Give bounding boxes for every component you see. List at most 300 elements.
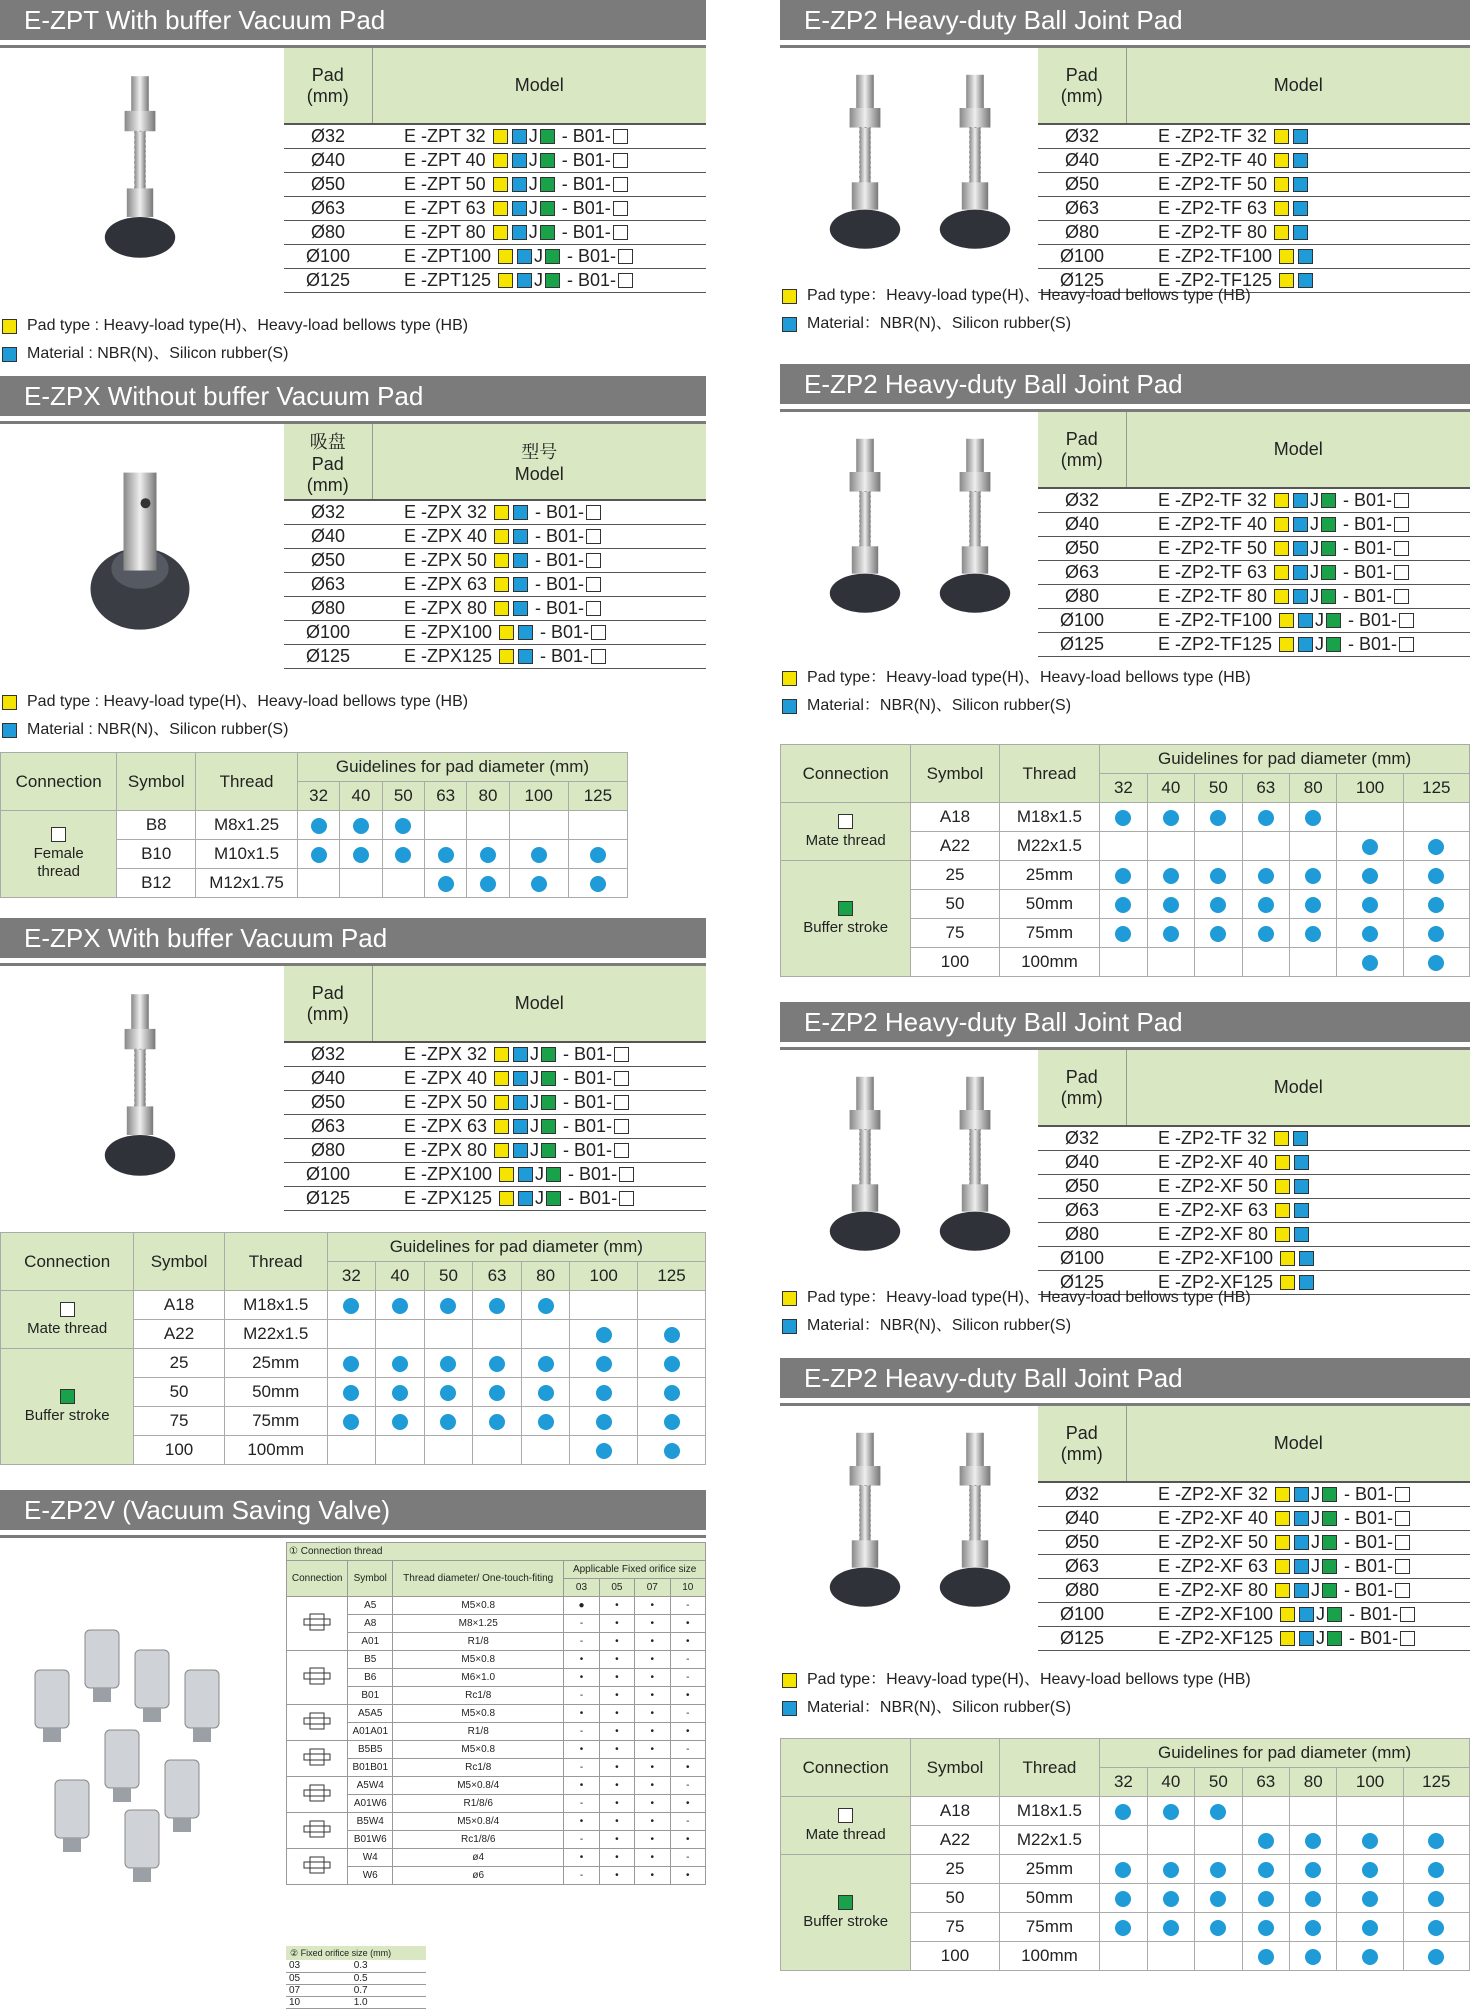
guidelines-header: Guidelines for pad diameter (mm)	[1100, 1739, 1470, 1768]
availability-cell	[638, 1436, 706, 1465]
diameter-header: 32	[1100, 774, 1147, 803]
material-swatch	[512, 153, 527, 168]
available-dot-icon	[1428, 868, 1444, 884]
pad-diameter: Ø80	[1038, 584, 1126, 608]
thread-cell: M5×0.8	[393, 1651, 564, 1669]
symbol-cell: A22	[911, 832, 999, 861]
buffer-swatch	[541, 1143, 556, 1158]
availability-cell	[424, 840, 466, 869]
buffer-swatch	[546, 1167, 561, 1182]
available-dot-icon	[1210, 1891, 1226, 1907]
table-row	[284, 148, 706, 172]
orifice-cell: •	[599, 1741, 634, 1759]
buffer-swatch	[838, 901, 853, 916]
pad-diameter: Ø100	[284, 620, 372, 644]
model-code: E -ZP2-TF100	[1126, 244, 1470, 268]
diameter-header: 40	[1147, 774, 1194, 803]
connection-icon-cell	[287, 1849, 348, 1885]
table-row: 07 0.7	[286, 1984, 426, 1996]
material-swatch	[1299, 1275, 1314, 1290]
availability-cell	[473, 1349, 522, 1378]
model-code: E -ZP2-XF 40	[1126, 1150, 1470, 1174]
available-dot-icon	[664, 1356, 680, 1372]
available-dot-icon	[1258, 1920, 1274, 1936]
availability-cell	[1147, 803, 1194, 832]
available-dot-icon	[1258, 810, 1274, 826]
pad-header: Pad (mm)	[284, 48, 372, 124]
connection-icon-cell	[287, 1705, 348, 1741]
material-swatch	[512, 225, 527, 240]
orifice-cell: -	[564, 1867, 599, 1885]
availability-cell	[1403, 1855, 1469, 1884]
available-dot-icon	[1362, 839, 1378, 855]
orifice-cell: •	[599, 1831, 634, 1849]
material-swatch	[1293, 589, 1308, 604]
pad-header: Pad (mm)	[1038, 1406, 1126, 1482]
pad-type-swatch	[1274, 153, 1289, 168]
orifice-cell: -	[564, 1687, 599, 1705]
section	[0, 0, 706, 362]
available-dot-icon	[1163, 1891, 1179, 1907]
pad-type-swatch	[493, 177, 508, 192]
connection-cell: Buffer stroke	[781, 861, 911, 977]
availability-cell	[1290, 890, 1337, 919]
available-dot-icon	[1115, 1920, 1131, 1936]
product-image	[0, 966, 280, 1206]
material-swatch	[512, 177, 527, 192]
availability-cell	[521, 1349, 570, 1378]
model-header: Model	[1126, 1050, 1470, 1126]
buffer-swatch	[1322, 1535, 1337, 1550]
available-dot-icon	[664, 1327, 680, 1343]
product-image	[780, 412, 1060, 642]
orifice-cell: •	[635, 1831, 670, 1849]
pad-diameter: Ø125	[1038, 268, 1126, 292]
connection-header: Connection	[781, 1739, 911, 1797]
availability-cell	[1337, 1855, 1403, 1884]
vacuum-pad-icon	[920, 1423, 1030, 1619]
available-dot-icon	[1362, 868, 1378, 884]
orifice-cell: -	[670, 1669, 706, 1687]
available-dot-icon	[1258, 1891, 1274, 1907]
table-row	[284, 644, 706, 668]
pad-diameter: Ø40	[284, 524, 372, 548]
model-code: E -ZPT 40 J - B01-	[372, 148, 706, 172]
table-row	[284, 1042, 706, 1066]
available-dot-icon	[538, 1356, 554, 1372]
table-row	[1038, 1198, 1470, 1222]
model-code: E -ZPX125 J - B01-	[372, 1186, 706, 1210]
availability-cell	[467, 811, 509, 840]
pad-diameter: Ø63	[284, 572, 372, 596]
buffer-swatch	[1327, 1631, 1342, 1646]
material-swatch	[1294, 1559, 1309, 1574]
buffer-swatch	[540, 129, 555, 144]
section-title: E-ZP2 Heavy-duty Ball Joint Pad	[780, 1358, 1470, 1398]
table-row	[1, 1291, 706, 1320]
thread-cell: M22x1.5	[999, 1826, 1100, 1855]
orifice-cell: •	[599, 1705, 634, 1723]
availability-cell	[1100, 861, 1147, 890]
available-dot-icon	[531, 847, 547, 863]
symbol-cell: B6	[348, 1669, 393, 1687]
thread-cell: Rc1/8	[393, 1759, 564, 1777]
orifice-cell: •	[670, 1795, 706, 1813]
guidelines-header: Guidelines for pad diameter (mm)	[297, 753, 627, 782]
pad-type-swatch	[499, 1191, 514, 1206]
buffer-swatch	[541, 1119, 556, 1134]
thread-cell: 75mm	[999, 919, 1100, 948]
thread-swatch	[613, 129, 628, 144]
table-row	[284, 548, 706, 572]
availability-cell	[327, 1378, 376, 1407]
orifice-cell: -	[564, 1633, 599, 1651]
material-swatch	[513, 601, 528, 616]
fitting-icon	[302, 1666, 332, 1686]
thread-cell: ø4	[393, 1849, 564, 1867]
pad-diameter: Ø125	[1038, 1270, 1126, 1294]
thread-swatch	[1399, 613, 1414, 628]
table-row	[1038, 148, 1470, 172]
thread-cell: R1/8	[393, 1723, 564, 1741]
material-swatch	[782, 1319, 797, 1334]
model-code: E -ZP2-TF 32 J - B01-	[1126, 488, 1470, 512]
orifice-cell: •	[635, 1813, 670, 1831]
model-code: E -ZP2-XF 50 J - B01-	[1126, 1530, 1470, 1554]
thread-swatch	[591, 649, 606, 664]
model-code: E -ZPT100 J - B01-	[372, 244, 706, 268]
orifice-cell: -	[564, 1831, 599, 1849]
material-swatch	[1293, 541, 1308, 556]
pad-type-swatch	[1274, 177, 1289, 192]
table-row	[1038, 1554, 1470, 1578]
thread-cell: 25mm	[224, 1349, 327, 1378]
available-dot-icon	[489, 1356, 505, 1372]
pad-type-swatch	[498, 273, 513, 288]
available-dot-icon	[480, 876, 496, 892]
availability-cell	[1403, 1797, 1469, 1826]
availability-cell	[1147, 832, 1194, 861]
connection-icon-cell	[287, 1777, 348, 1813]
orifice-cell: •	[670, 1831, 706, 1849]
model-code: E -ZPX 32 - B01-	[372, 500, 706, 524]
material-swatch	[1294, 1155, 1309, 1170]
symbol-cell: 50	[911, 1884, 999, 1913]
table-row	[284, 620, 706, 644]
material-swatch	[518, 625, 533, 640]
orifice-cell: -	[670, 1849, 706, 1867]
model-code: E -ZPX100 J - B01-	[372, 1162, 706, 1186]
availability-cell	[1337, 1913, 1403, 1942]
material-swatch	[1293, 225, 1308, 240]
model-code: E -ZP2-TF 32	[1126, 1126, 1470, 1150]
pad-header: Pad (mm)	[1038, 1050, 1126, 1126]
symbol-cell: W6	[348, 1867, 393, 1885]
pad-header: 吸盘 Pad (mm)	[284, 424, 372, 500]
pad-diameter: Ø125	[284, 1186, 372, 1210]
diameter-header: 125	[1403, 1768, 1469, 1797]
symbol-cell: A01W6	[348, 1795, 393, 1813]
availability-cell	[1147, 919, 1194, 948]
availability-cell	[570, 1407, 638, 1436]
pad-type-swatch	[1279, 249, 1294, 264]
diameter-header: 50	[424, 1262, 473, 1291]
available-dot-icon	[1305, 810, 1321, 826]
available-dot-icon	[392, 1385, 408, 1401]
model-code: E -ZP2-XF125 J - B01-	[1126, 1626, 1470, 1650]
availability-cell	[1290, 1913, 1337, 1942]
available-dot-icon	[1163, 1804, 1179, 1820]
availability-cell	[1195, 1884, 1242, 1913]
buffer-swatch	[1322, 1559, 1337, 1574]
orifice-cell: •	[635, 1795, 670, 1813]
section-title: E-ZPX With buffer Vacuum Pad	[0, 918, 706, 958]
symbol-cell: 75	[134, 1407, 224, 1436]
available-dot-icon	[1362, 1920, 1378, 1936]
table-row	[1038, 1626, 1470, 1650]
thread-swatch	[1400, 1631, 1415, 1646]
material-swatch	[2, 723, 17, 738]
thread-swatch	[618, 273, 633, 288]
availability-cell	[1242, 1826, 1289, 1855]
guidelines-header: Guidelines for pad diameter (mm)	[1100, 745, 1470, 774]
material-swatch	[517, 249, 532, 264]
available-dot-icon	[392, 1414, 408, 1430]
availability-cell	[1337, 1942, 1403, 1971]
symbol-cell: A22	[911, 1826, 999, 1855]
symbol-cell: W4	[348, 1849, 393, 1867]
table-row	[1038, 220, 1470, 244]
thread-cell: ø6	[393, 1867, 564, 1885]
thread-cell: R1/8	[393, 1633, 564, 1651]
thread-swatch	[1400, 1607, 1415, 1622]
pad-diameter: Ø32	[1038, 488, 1126, 512]
connection-cell: Buffer stroke	[781, 1855, 911, 1971]
pad-diameter: Ø32	[1038, 124, 1126, 148]
thread-cell: R1/8/6	[393, 1795, 564, 1813]
available-dot-icon	[1428, 1862, 1444, 1878]
available-dot-icon	[343, 1356, 359, 1372]
thread-swatch	[51, 827, 66, 842]
thread-cell: M5×0.8	[393, 1597, 564, 1615]
thread-cell: Rc1/8	[393, 1687, 564, 1705]
model-table	[284, 424, 706, 669]
availability-cell	[1195, 832, 1242, 861]
availability-cell	[1100, 919, 1147, 948]
pad-diameter: Ø80	[1038, 1578, 1126, 1602]
pad-diameter: Ø63	[1038, 1554, 1126, 1578]
model-code: E -ZPX 40 J - B01-	[372, 1066, 706, 1090]
availability-cell	[424, 1378, 473, 1407]
available-dot-icon	[1305, 1833, 1321, 1849]
pad-type-swatch	[494, 1047, 509, 1062]
thread-swatch	[586, 553, 601, 568]
fixed-orifice-table	[286, 1946, 426, 2009]
orifice-cell: •	[670, 1867, 706, 1885]
pad-diameter: Ø40	[284, 1066, 372, 1090]
pad-type-swatch	[494, 1095, 509, 1110]
pad-diameter: Ø80	[1038, 220, 1126, 244]
availability-cell	[376, 1436, 425, 1465]
pad-type-swatch	[1274, 201, 1289, 216]
thread-swatch	[619, 1191, 634, 1206]
thread-cell: 25mm	[999, 1855, 1100, 1884]
orifice-cell: •	[599, 1849, 634, 1867]
symbol-header: Symbol	[134, 1233, 224, 1291]
model-code: E -ZP2-XF100	[1126, 1246, 1470, 1270]
model-code: E -ZPX 63 J - B01-	[372, 1114, 706, 1138]
availability-cell	[473, 1291, 522, 1320]
pad-diameter: Ø32	[284, 1042, 372, 1066]
availability-cell	[1337, 1884, 1403, 1913]
availability-cell	[1147, 1913, 1194, 1942]
orifice-cell: -	[670, 1813, 706, 1831]
pad-type-swatch	[2, 695, 17, 710]
thread-swatch	[1394, 565, 1409, 580]
pad-diameter: Ø40	[1038, 1506, 1126, 1530]
fitting-icon	[302, 1783, 332, 1803]
symbol-cell: 75	[911, 919, 999, 948]
available-dot-icon	[1258, 868, 1274, 884]
material-swatch	[1299, 1607, 1314, 1622]
thread-cell: Rc1/8/6	[393, 1831, 564, 1849]
availability-cell	[570, 1436, 638, 1465]
symbol-header: Symbol	[348, 1561, 393, 1597]
connection-cell: Mate thread	[1, 1291, 134, 1349]
diameter-header: 63	[1242, 774, 1289, 803]
symbol-cell: B5	[348, 1651, 393, 1669]
material-swatch	[782, 699, 797, 714]
orifice-cell: •	[599, 1633, 634, 1651]
thread-cell: M18x1.5	[999, 1797, 1100, 1826]
table-row	[287, 1759, 706, 1777]
diameter-header: 32	[1100, 1768, 1147, 1797]
guidelines-table	[0, 752, 628, 898]
diameter-header: 63	[424, 782, 466, 811]
connection-header: Connection	[287, 1561, 348, 1597]
availability-cell	[1147, 1855, 1194, 1884]
orifice-cell: •	[635, 1597, 670, 1615]
symbol-cell: B5B5	[348, 1741, 393, 1759]
availability-cell	[1403, 1942, 1469, 1971]
pad-diameter: Ø100	[1038, 608, 1126, 632]
availability-cell	[521, 1436, 570, 1465]
available-dot-icon	[1428, 1920, 1444, 1936]
pad-diameter: Ø32	[284, 124, 372, 148]
material-swatch	[1293, 493, 1308, 508]
available-dot-icon	[1305, 926, 1321, 942]
available-dot-icon	[538, 1414, 554, 1430]
table-row	[781, 861, 1470, 890]
thread-cell: 100mm	[224, 1436, 327, 1465]
orifice-cell: ●	[564, 1597, 599, 1615]
vacuum-pad-icon	[85, 984, 195, 1188]
availability-cell	[521, 1320, 570, 1349]
guidelines-header: Guidelines for pad diameter (mm)	[327, 1233, 705, 1262]
product-image	[780, 1050, 1060, 1280]
availability-cell	[509, 840, 568, 869]
thread-swatch	[1395, 1511, 1410, 1526]
available-dot-icon	[1163, 810, 1179, 826]
model-code: E -ZP2-TF 40	[1126, 148, 1470, 172]
thread-cell: M18x1.5	[999, 803, 1100, 832]
pad-diameter: Ø50	[1038, 1174, 1126, 1198]
pad-diameter: Ø100	[284, 1162, 372, 1186]
available-dot-icon	[596, 1414, 612, 1430]
diameter-header: 80	[1290, 774, 1337, 803]
table-row	[1038, 1578, 1470, 1602]
thread-swatch	[60, 1302, 75, 1317]
diameter-header: 125	[568, 782, 627, 811]
vacuum-pad-icon	[920, 429, 1030, 625]
model-code: E -ZP2-TF125 J - B01-	[1126, 632, 1470, 656]
availability-cell	[1403, 890, 1469, 919]
pad-type-swatch	[494, 1071, 509, 1086]
model-code: E -ZP2-TF 50	[1126, 172, 1470, 196]
thread-swatch	[1395, 1559, 1410, 1574]
available-dot-icon	[353, 818, 369, 834]
connection-cell: Female thread	[1, 811, 117, 898]
pad-diameter: Ø40	[1038, 148, 1126, 172]
diameter-header: 100	[570, 1262, 638, 1291]
availability-cell	[424, 1349, 473, 1378]
material-swatch	[1298, 613, 1313, 628]
table-row	[1038, 172, 1470, 196]
material-swatch	[1294, 1511, 1309, 1526]
thread-cell: 50mm	[224, 1378, 327, 1407]
table-row	[284, 220, 706, 244]
orifice-cell: •	[635, 1741, 670, 1759]
thread-swatch	[613, 201, 628, 216]
thread-header: Thread	[999, 745, 1100, 803]
availability-cell	[1147, 948, 1194, 977]
availability-cell	[382, 811, 424, 840]
table-row	[287, 1849, 706, 1867]
orifice-cell: •	[599, 1615, 634, 1633]
model-code: E -ZP2-XF 40 J - B01-	[1126, 1506, 1470, 1530]
availability-cell	[1100, 1942, 1147, 1971]
material-swatch	[1294, 1179, 1309, 1194]
pad-type-swatch	[1274, 589, 1289, 604]
pad-type-swatch	[1280, 1607, 1295, 1622]
section-title: E-ZP2 Heavy-duty Ball Joint Pad	[780, 1002, 1470, 1042]
orifice-cell: •	[670, 1633, 706, 1651]
section	[0, 918, 706, 1459]
symbol-cell: 25	[134, 1349, 224, 1378]
availability-cell	[1195, 919, 1242, 948]
availability-cell	[424, 811, 466, 840]
availability-cell	[568, 869, 627, 898]
section-title: E-ZPX Without buffer Vacuum Pad	[0, 376, 706, 416]
table-row	[287, 1651, 706, 1669]
symbol-cell: B12	[117, 869, 196, 898]
material-swatch	[512, 129, 527, 144]
availability-cell	[382, 840, 424, 869]
availability-cell	[340, 840, 382, 869]
table-row	[287, 1813, 706, 1831]
diameter-header: 50	[1195, 1768, 1242, 1797]
buffer-swatch	[1326, 637, 1341, 652]
table-row	[284, 596, 706, 620]
availability-cell	[1242, 861, 1289, 890]
connection-icon-cell	[287, 1813, 348, 1849]
thread-cell: M5×0.8/4	[393, 1813, 564, 1831]
availability-cell	[1242, 832, 1289, 861]
pad-header: Pad (mm)	[1038, 412, 1126, 488]
diameter-header: 40	[1147, 1768, 1194, 1797]
pad-diameter: Ø80	[284, 1138, 372, 1162]
pad-diameter: Ø100	[1038, 1602, 1126, 1626]
